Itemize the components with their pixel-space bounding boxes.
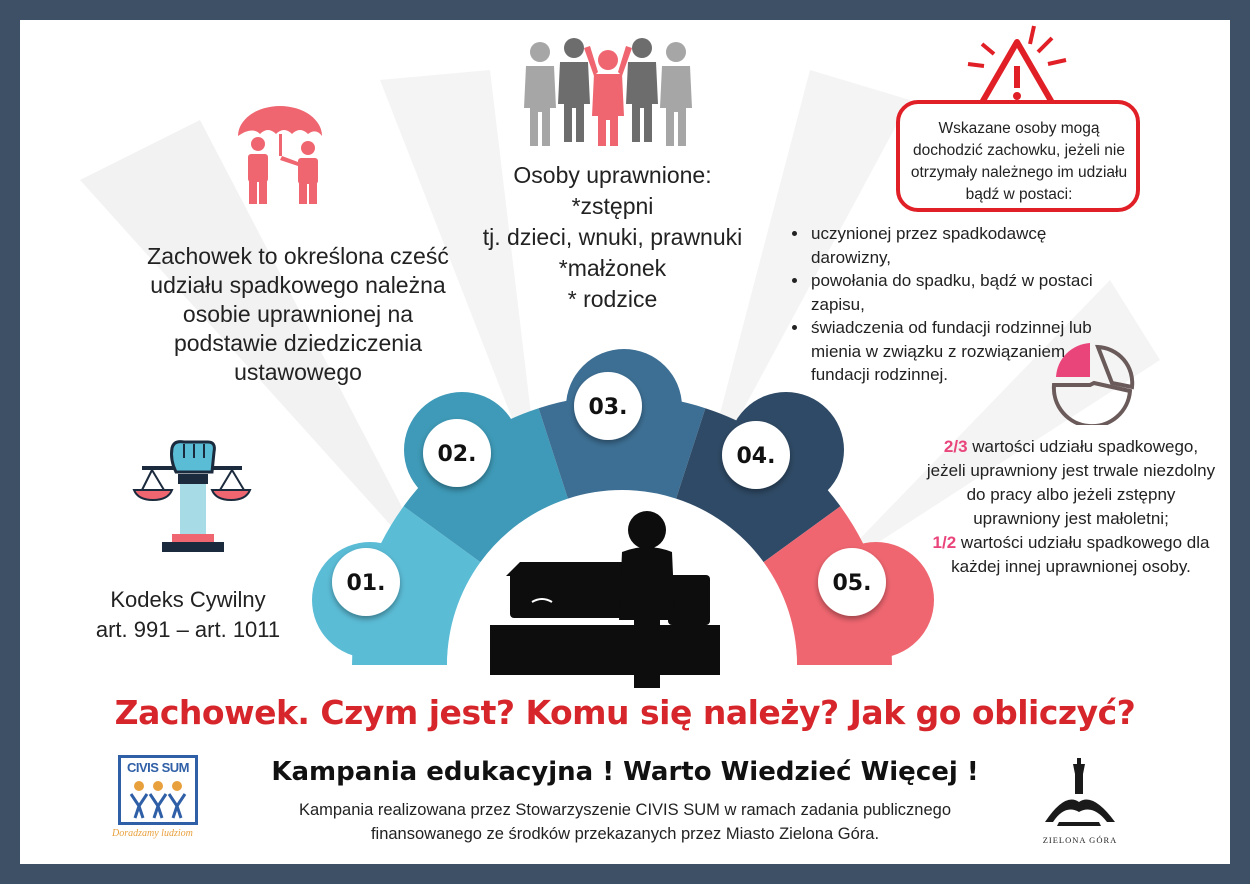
fraction-one-half: 1/2: [932, 533, 957, 552]
civis-sum-logo: [118, 755, 198, 825]
campaign-desc-line1: Kampania realizowana przez Stowarzyszenie CIVIS SUM w ramach zadania publicznego: [298, 801, 952, 819]
kodeks-line2: art. 991 – art. 1011: [95, 617, 281, 642]
section3-line: tj. dzieci, wnuki, prawnuki: [482, 224, 743, 250]
kodeks-line1: Kodeks Cywilny: [110, 587, 266, 612]
badge-01: [332, 548, 400, 616]
svg-text:05.: 05.: [832, 571, 872, 596]
badge-03: [574, 372, 642, 440]
umbrella-people-icon: [236, 98, 346, 208]
bullet-item: • uczynionej przez spadkodawcę darowizny,: [809, 222, 1109, 269]
section3-line: *zstępni: [571, 193, 654, 219]
section5-text2: wartości udziału spadkowego dla każdej innej uprawnionej osoby.: [951, 533, 1210, 576]
kodeks-text: [68, 585, 308, 645]
civis-sum-logo-text: CIVIS SUM: [127, 760, 189, 775]
group-people-icon: [518, 38, 698, 148]
svg-text:01.: 01.: [346, 571, 386, 596]
section3-text: [450, 160, 775, 315]
people-logo-icon: [121, 776, 195, 822]
badge-05: [818, 548, 886, 616]
section5-text1: wartości udziału spadkowego, jeżeli uprawniony jest trwale niezdolny do pracy albo jeżeli zstępny uprawniony jest małoletni;: [926, 437, 1216, 528]
section3-line: Osoby uprawnione:: [513, 162, 712, 188]
zielona-gora-logo-text: ZIELONA GÓRA: [1042, 835, 1118, 845]
section1-text: Zachowek to określona cześć udziału spadkowego należna osobie uprawnionej na podstawie dziedziczenia ustawowego: [147, 243, 449, 385]
section5-text: [926, 435, 1216, 579]
headline: Zachowek. Czym jest? Komu się należy? Jak go obliczyć?: [114, 693, 1136, 732]
civis-slogan: Doradzamy ludziom: [112, 828, 193, 839]
campaign-description: [220, 798, 1030, 846]
svg-text:04.: 04.: [736, 444, 776, 469]
warning-triangle-icon: [962, 22, 1072, 112]
notice-text: Wskazane osoby mogą dochodzić zachowku, jeżeli nie otrzymały należnego im udziału bądź w postaci:: [910, 120, 1128, 203]
badge-04: [722, 421, 790, 489]
scales-fist-icon: [132, 438, 252, 568]
mourner-coffin-icon: [490, 511, 720, 688]
fraction-two-thirds: 2/3: [943, 437, 968, 456]
campaign-desc-line2: finansowanego ze środków przekazanych przez Miasto Zielona Góra.: [370, 825, 880, 843]
section3-line: * rodzice: [567, 286, 658, 312]
campaign-title: Kampania edukacyjna ! Warto Wiedzieć Więcej !: [271, 757, 979, 787]
zielona-gora-logo-icon: [1035, 752, 1125, 832]
svg-text:03.: 03.: [588, 395, 628, 420]
bullet-list: [785, 222, 1109, 387]
section3-line: *małżonek: [558, 255, 667, 281]
svg-text:02.: 02.: [437, 442, 477, 467]
infographic-page: [20, 20, 1230, 864]
bullet-item: • świadczenia od fundacji rodzinnej lub mienia w związku z rozwiązaniem fundacji rodzinnej.: [809, 316, 1109, 387]
badge-02: [423, 419, 491, 487]
bullet-item: • powołania do spadku, bądź w postaci zapisu,: [809, 269, 1109, 316]
